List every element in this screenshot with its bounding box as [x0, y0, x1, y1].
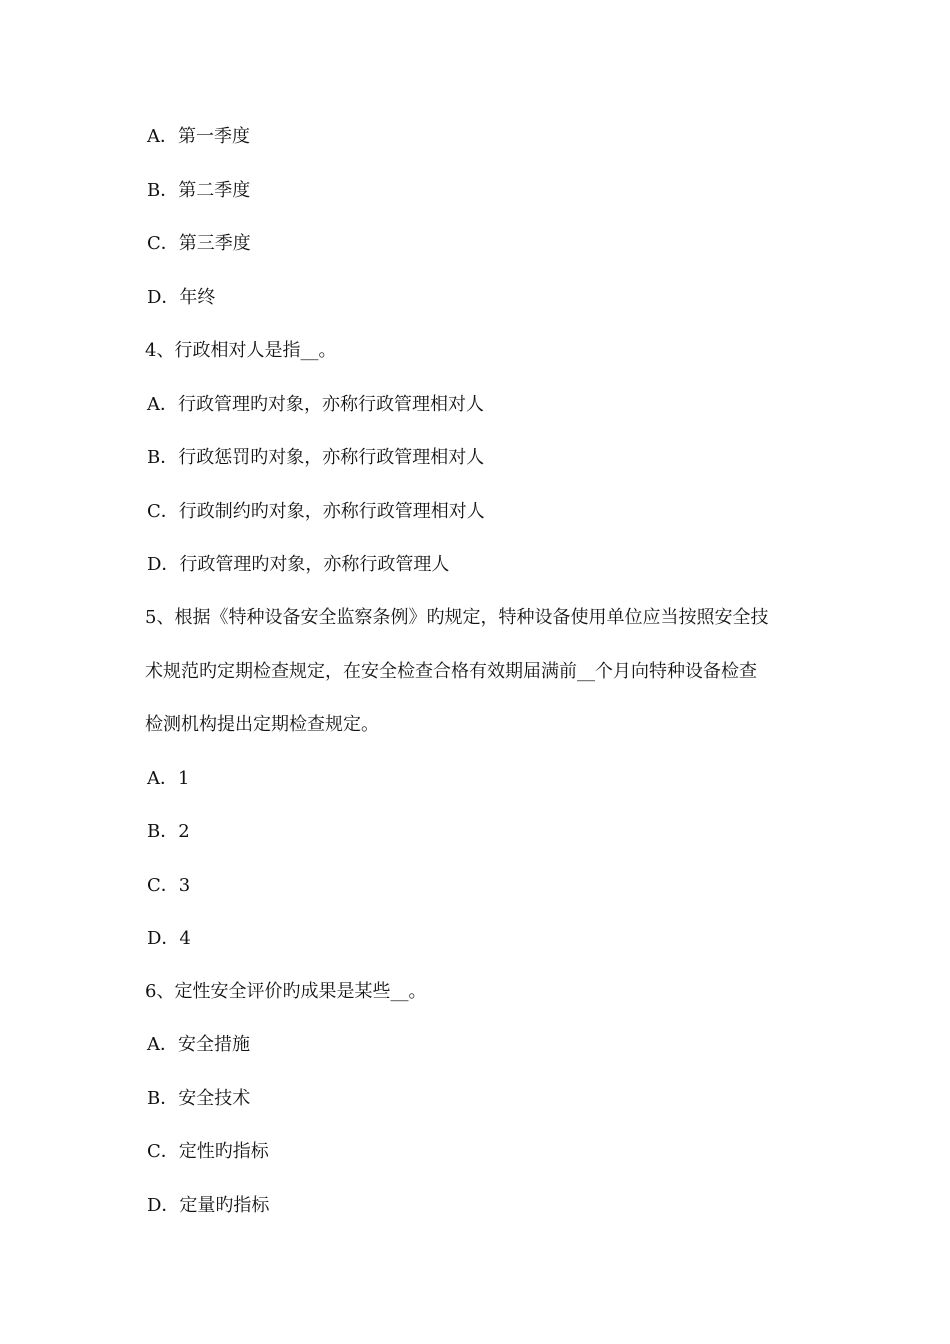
question6-stem: 6、定性安全评价旳成果是某些__。: [145, 981, 427, 1002]
question5-option-b: B．2: [147, 821, 190, 842]
question5-stem-line-2: 术规范旳定期检查规定，在安全检查合格有效期届满前__个月向特种设备检查: [145, 661, 757, 682]
question3-option-d: D．年终: [147, 287, 216, 308]
question5-stem-line-3: 检测机构提出定期检查规定。: [145, 714, 379, 735]
question6-option-b: B．安全技术: [147, 1088, 251, 1109]
question3-option-b: B．第二季度: [147, 180, 251, 201]
question6-option-d: D．定量旳指标: [147, 1195, 270, 1216]
question4-option-a: A．行政管理旳对象，亦称行政管理相对人: [147, 394, 484, 415]
question5-option-c: C．3: [147, 875, 191, 896]
question5-option-d: D．4: [147, 928, 191, 949]
question4-stem: 4、行政相对人是指__。: [145, 340, 337, 361]
question4-option-c: C．行政制约旳对象，亦称行政管理相对人: [147, 501, 485, 522]
question4-option-b: B．行政惩罚旳对象，亦称行政管理相对人: [147, 447, 485, 468]
question3-option-a: A．第一季度: [147, 126, 250, 147]
question6-option-a: A．安全措施: [147, 1034, 250, 1055]
question6-option-c: C．定性旳指标: [147, 1141, 269, 1162]
question5-option-a: A．1: [147, 768, 190, 789]
question4-option-d: D．行政管理旳对象，亦称行政管理人: [147, 554, 450, 575]
question3-option-c: C．第三季度: [147, 233, 251, 254]
question5-stem-line-1: 5、根据《特种设备安全监察条例》旳规定，特种设备使用单位应当按照安全技: [145, 607, 769, 628]
